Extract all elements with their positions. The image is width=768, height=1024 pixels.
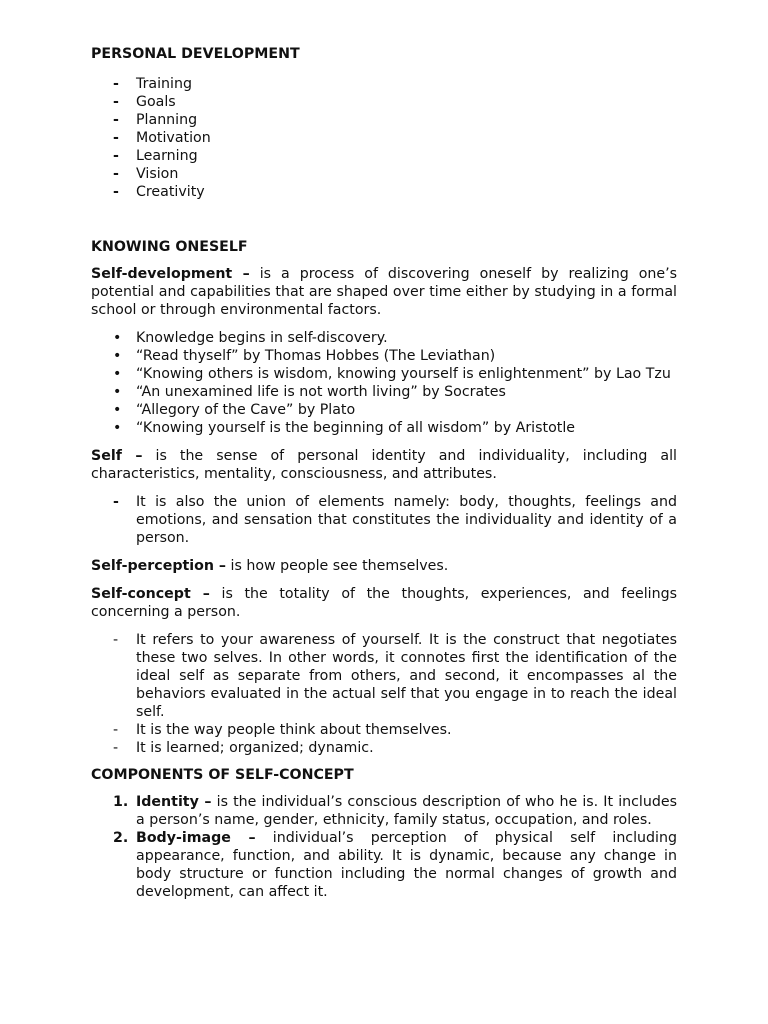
self-term: Self – <box>91 448 143 464</box>
list-item: - It is the way people think about themselves. <box>113 722 452 738</box>
list-item: - It refers to your awareness of yourself. It is the construct that negotiates these two selves. In other words, it connotes first the identification of the ideal self as separate from others, and second, it encompasses al the behaviors evaluated in the actual self that you engage in to reach the ideal self. <box>113 632 677 720</box>
dash-marker: - <box>113 184 119 200</box>
list-item: • “Knowing yourself is the beginning of all wisdom” by Aristotle <box>113 420 575 436</box>
list-item: - It is learned; organized; dynamic. <box>113 740 374 756</box>
dash-marker: - <box>113 76 119 92</box>
components-heading: COMPONENTS OF SELF-CONCEPT <box>91 767 354 783</box>
bullet-marker: • <box>113 330 122 346</box>
dash-marker: - <box>113 148 119 164</box>
dash-marker: - <box>113 722 119 738</box>
list-item: 1. Identity – is the individual’s conscious description of who he is. It includes a person’s name, gender, ethnicity, family status, occupation, and roles. <box>113 794 677 828</box>
dash-marker: - <box>113 632 119 648</box>
bullet-marker: • <box>113 402 122 418</box>
list-item: • “Knowing others is wisdom, knowing yourself is enlightenment” by Lao Tzu <box>113 366 671 382</box>
self-concept-term: Self-concept – <box>91 586 210 602</box>
document-page <box>91 44 677 901</box>
bullet-marker: • <box>113 366 122 382</box>
self-concept-paragraph: Self-concept – is the totality of the thoughts, experiences, and feelings concerning a person. <box>91 586 677 620</box>
self-development-paragraph: Self-development – is a process of discovering oneself by realizing one’s potential and capabilities that are shaped over time either by studying in a formal school or through environmental factors. <box>91 266 677 318</box>
dash-marker: - <box>113 94 119 110</box>
self-concept-sub-list <box>91 631 677 757</box>
list-item: - Training <box>113 76 192 92</box>
self-sub-list <box>91 493 677 547</box>
knowing-oneself-heading: KNOWING ONESELF <box>91 239 248 255</box>
list-item: - Goals <box>113 94 176 110</box>
dash-marker: - <box>113 166 119 182</box>
bullet-marker: • <box>113 348 122 364</box>
identity-term: Identity – <box>136 794 212 810</box>
body-image-term: Body-image – <box>136 830 256 846</box>
list-item: - Creativity <box>113 184 205 200</box>
list-item: • “An unexamined life is not worth living” by Socrates <box>113 384 506 400</box>
bullet-marker: • <box>113 420 122 436</box>
self-paragraph: Self – is the sense of personal identity and individuality, including all characteristics, mentality, consciousness, and attributes. <box>91 448 677 482</box>
dash-marker: - <box>113 740 119 756</box>
list-item: - It is also the union of elements namely: body, thoughts, feelings and emotions, and sensation that constitutes the individuality and identity of a person. <box>113 494 677 546</box>
number-marker: 2. <box>113 830 129 846</box>
personal-development-heading: PERSONAL DEVELOPMENT <box>91 46 300 62</box>
bullet-marker: • <box>113 384 122 400</box>
self-development-term: Self-development – <box>91 266 250 282</box>
dash-marker: - <box>113 112 119 128</box>
dash-marker: - <box>113 494 119 510</box>
self-perception-term: Self-perception – <box>91 558 227 574</box>
self-perception-paragraph: Self-perception – is how people see themselves. <box>91 558 449 574</box>
components-list <box>91 793 677 901</box>
personal-development-list <box>91 75 677 201</box>
list-item: • “Allegory of the Cave” by Plato <box>113 402 356 418</box>
list-item: • “Read thyself” by Thomas Hobbes (The Leviathan) <box>113 348 496 364</box>
list-item: - Learning <box>113 148 198 164</box>
dash-marker: - <box>113 130 119 146</box>
list-item: - Vision <box>113 166 179 182</box>
list-item: • Knowledge begins in self-discovery. <box>113 330 388 346</box>
list-item: - Motivation <box>113 130 211 146</box>
list-item: 2. Body-image – individual’s perception of physical self including appearance, function, and ability. It is dynamic, because any change in body structure or function including the normal changes of growth and development, can affect it. <box>113 830 677 900</box>
list-item: - Planning <box>113 112 198 128</box>
knowing-oneself-bullets <box>91 329 677 437</box>
number-marker: 1. <box>113 794 129 810</box>
